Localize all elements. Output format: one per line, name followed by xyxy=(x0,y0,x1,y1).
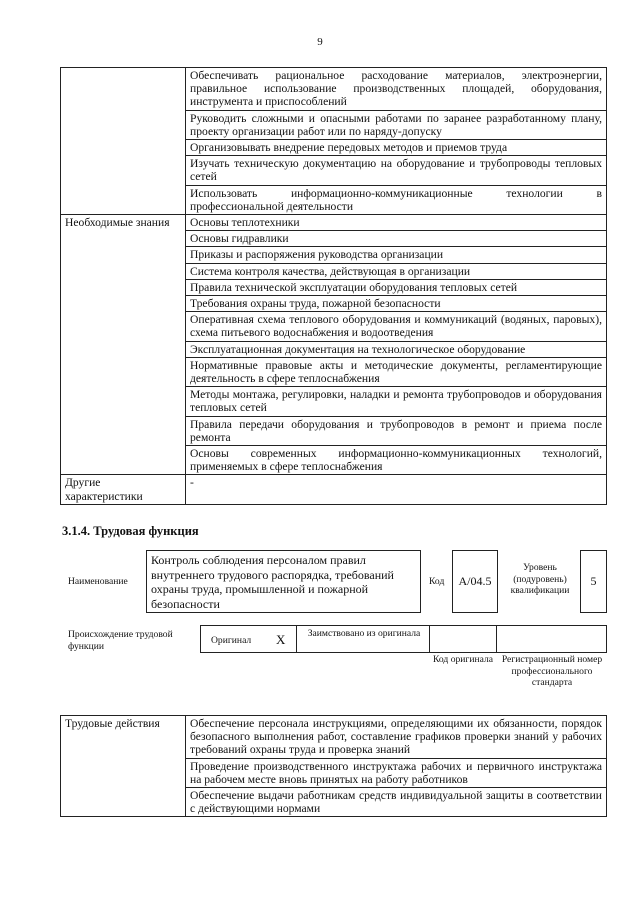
list-item: Руководить сложными и опасными работами по заранее разработанному плану, проекту организации работ или по наряду-допуску xyxy=(186,110,607,139)
original-box xyxy=(200,625,297,653)
table-row xyxy=(61,68,607,111)
list-item: Основы современных информационно-коммуникационных технологий, применяемых в сфере теплоснабжения xyxy=(186,446,607,475)
list-item: Эксплуатационная документация на технологическое оборудование xyxy=(186,341,607,357)
list-item: Проведение производственного инструктажа рабочих и первичного инструктажа на рабочем месте вновь принятых на работу работников xyxy=(186,758,607,787)
code-label: Код xyxy=(429,576,445,587)
reg-number-box xyxy=(496,625,607,653)
list-item: Правила передачи оборудования и трубопроводов в ремонт и приема после ремонта xyxy=(186,416,607,445)
borrowed-label: Заимствовано из оригинала xyxy=(307,628,421,639)
level-value: 5 xyxy=(580,550,607,613)
list-item: Использовать информационно-коммуникационные технологии в профессиональной деятельности xyxy=(186,185,607,214)
row-label xyxy=(61,68,186,215)
code-caption: Код оригинала xyxy=(432,654,494,665)
list-item: Требования охраны труда, пожарной безопасности xyxy=(186,296,607,312)
list-item: Нормативные правовые акты и методические документы, регламентирующие деятельность в сфере теплоснабжения xyxy=(186,357,607,386)
code-original-box xyxy=(429,625,497,653)
table-row xyxy=(61,215,607,231)
list-item: Правила технической эксплуатации оборудования тепловых сетей xyxy=(186,279,607,295)
original-label: Оригинал xyxy=(211,635,252,646)
table-row xyxy=(61,475,607,504)
list-item: Основы теплотехники xyxy=(186,215,607,231)
list-item: Обеспечивать рациональное расходование материалов, электроэнергии, правильное использование производственных площадей, оборудования, инструмента и приспособлений xyxy=(186,68,607,111)
list-item: Методы монтажа, регулировки, наладки и ремонта трубопроводов и оборудования тепловых сетей xyxy=(186,387,607,416)
borrowed-box xyxy=(296,625,430,653)
list-item: Оперативная схема теплового оборудования и коммуникаций (водяных, паровых), схема питьевого водоснабжения и водоотведения xyxy=(186,312,607,341)
origin-label: Происхождение трудовой функции xyxy=(68,629,173,652)
list-item: - xyxy=(186,475,607,504)
reg-caption: Регистрационный номер профессионального стандарта xyxy=(501,654,603,688)
row-label-actions: Трудовые действия xyxy=(61,716,186,817)
list-item: Приказы и распоряжения руководства организации xyxy=(186,247,607,263)
list-item: Система контроля качества, действующая в организации xyxy=(186,263,607,279)
list-item: Изучать техническую документацию на оборудование и трубопроводы тепловых сетей xyxy=(186,156,607,185)
function-name-box: Контроль соблюдения персоналом правил внутреннего трудового распорядка, требований охраны труда, промышленной и пожарной безопасности xyxy=(146,550,421,613)
row-label-knowledge: Необходимые знания xyxy=(61,215,186,475)
list-item: Обеспечение персонала инструкциями, определяющими их обязанности, порядок безопасного выполнения работ, составление графиков проверки знаний у рабочих требований охраны труда и проверка знаний xyxy=(186,716,607,759)
list-item: Основы гидравлики xyxy=(186,231,607,247)
code-value: A/04.5 xyxy=(452,550,498,613)
section-heading: 3.1.4. Трудовая функция xyxy=(62,524,199,538)
original-mark: X xyxy=(276,632,286,647)
page-number: 9 xyxy=(317,36,323,48)
labor-actions-table xyxy=(60,715,607,817)
list-item: Обеспечение выдачи работникам средств индивидуальной защиты в соответствии с действующими нормами xyxy=(186,788,607,817)
list-item: Организовывать внедрение передовых методов и приемов труда xyxy=(186,140,607,156)
skills-knowledge-table xyxy=(60,67,607,505)
table-row xyxy=(61,716,607,759)
level-label: Уровень (подуровень) квалификации xyxy=(510,562,570,596)
row-label-other: Другие характеристики xyxy=(61,475,186,504)
name-label: Наименование xyxy=(68,576,128,587)
